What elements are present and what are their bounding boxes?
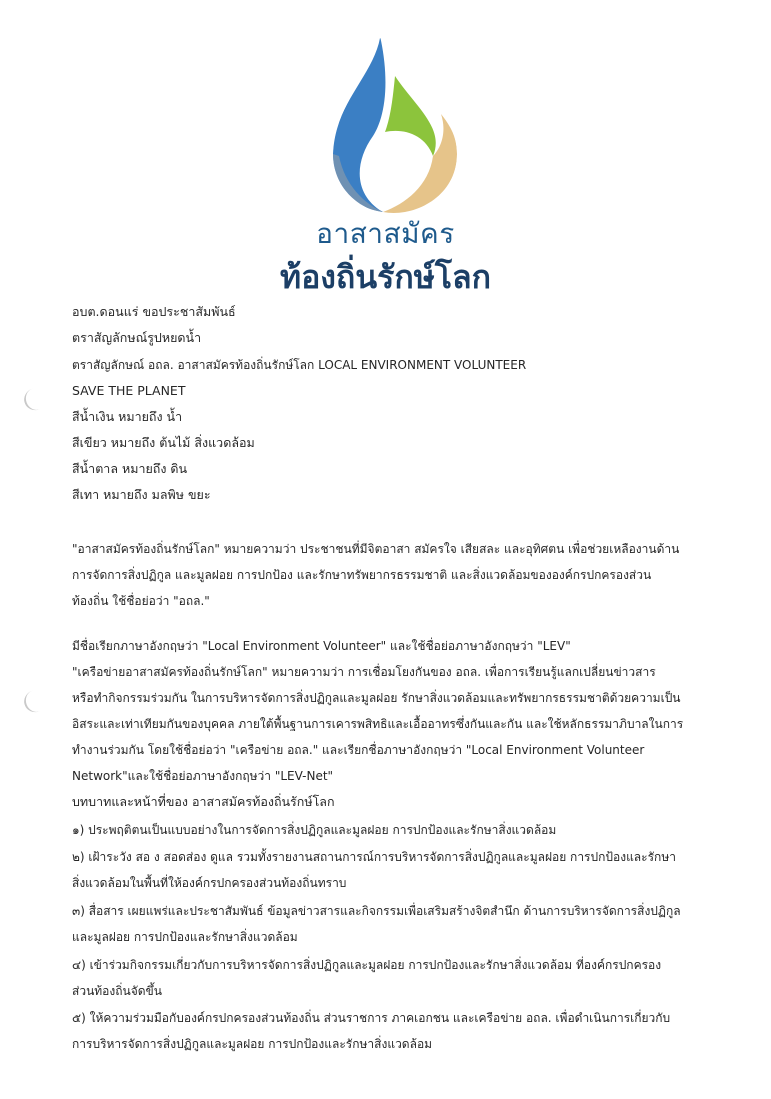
duty-item-continued: ส่วนท้องถิ่นจัดขึ้น [72,984,162,998]
intro-line: อบต.ดอนแร่ ขอประชาสัมพันธ์ [72,304,236,319]
definition-line: การจัดการสิ่งปฏิกูล และมูลฝอย การปกป้อง และรักษาทรัพยากรธรรมชาติ และสิ่งแวดล้อมขององค์กรปกครองส่วน [72,568,652,582]
punch-hole-mark [21,687,51,716]
network-line: มีชื่อเรียกภาษาอังกฤษว่า "Local Environment Volunteer" และใช้ชื่อย่อภาษาอังกฤษว่า "LEV" [72,639,571,653]
intro-line: สีเขียว หมายถึง ต้นไม้ สิ่งแวดล้อม [72,435,255,450]
roles-heading: บทบาทและหน้าที่ของ อาสาสมัครท้องถิ่นรักษ์โลก [72,794,335,809]
network-line: อิสระและเท่าเทียมกันของบุคคล ภายใต้พื้นฐานการเคารพสิทธิและเอื้ออาทรซึ่งกันและกัน และใช้หลักธรรมาภิบาลในการ [72,717,684,731]
intro-line: ตราสัญลักษณ์รูปหยดน้ำ [72,330,202,345]
definition-line: ท้องถิ่น ใช้ชื่อย่อว่า "อถล." [72,594,210,608]
intro-line: สีน้ำตาล หมายถึง ดิน [72,461,188,476]
intro-line: สีเทา หมายถึง มลพิษ ขยะ [72,487,211,502]
duty-item: ๕) ให้ความร่วมมือกับองค์กรปกครองส่วนท้องถิ่น ส่วนราชการ ภาคเอกชน และเครือข่าย อถล. เพื่อดำเนินการเกี่ยวกับ [72,1011,671,1025]
intro-line: ตราสัญลักษณ์ อถล. อาสาสมัครท้องถิ่นรักษ์โลก LOCAL ENVIRONMENT VOLUNTEER [72,358,527,372]
logo-title-line1: อาสาสมัคร [316,217,455,250]
network-line: "เครือข่ายอาสาสมัครท้องถิ่นรักษ์โลก" หมายความว่า การเชื่อมโยงกันของ อถล. เพื่อการเรียนรู้แลกเปลี่ยนข่าวสาร [72,665,656,679]
duty-item: ๒) เฝ้าระวัง สอ ง สอดส่อง ดูแล รวมทั้งรายงานสถานการณ์การบริหารจัดการสิ่งปฏิกูลและมูลฝอย การปกป้องและรักษา [72,850,676,864]
intro-line: สีน้ำเงิน หมายถึง น้ำ [72,409,183,424]
punch-hole-mark [21,385,51,414]
water-drop-logo-icon [325,36,465,216]
definition-line: "อาสาสมัครท้องถิ่นรักษ์โลก" หมายความว่า ประชาชนที่มีจิตอาสา สมัครใจ เสียสละ และอุทิศตน เพื่อช่วยเหลืองานด้าน [72,542,680,556]
network-line: ทำงานร่วมกัน โดยใช้ชื่อย่อว่า "เครือข่าย อถล." และเรียกชื่อภาษาอังกฤษว่า "Local Environment Volunteer [72,743,645,757]
network-line: Network"และใช้ชื่อย่อภาษาอังกฤษว่า "LEV-Net" [72,769,334,783]
logo-title-line2: ท้องถิ่นรักษ์โลก [279,258,491,296]
network-line: หรือทำกิจกรรมร่วมกัน ในการบริหารจัดการสิ่งปฏิกูลและมูลฝอย รักษาสิ่งแวดล้อมและทรัพยากรธรรมชาติด้วยความเป็น [72,691,681,705]
intro-line: SAVE THE PLANET [72,383,186,398]
duty-item-continued: การบริหารจัดการสิ่งปฏิกูลและมูลฝอย การปกป้องและรักษาสิ่งแวดล้อม [72,1037,433,1051]
duty-item: ๑) ประพฤติตนเป็นแบบอย่างในการจัดการสิ่งปฏิกูลและมูลฝอย การปกป้องและรักษาสิ่งแวดล้อม [72,823,557,837]
duty-item-continued: สิ่งแวดล้อมในพื้นที่ให้องค์กรปกครองส่วนท้องถิ่นทราบ [72,876,347,890]
duty-item: ๔) เข้าร่วมกิจกรรมเกี่ยวกับการบริหารจัดการสิ่งปฏิกูลและมูลฝอย การปกป้องและรักษาสิ่งแวดล้อม ที่องค์กรปกครอง [72,958,662,972]
duty-item-continued: และมูลฝอย การปกป้องและรักษาสิ่งแวดล้อม [72,930,298,944]
duty-item: ๓) สื่อสาร เผยแพร่และประชาสัมพันธ์ ข้อมูลข่าวสารและกิจกรรมเพื่อเสริมสร้างจิตสำนึก ด้านการบริหารจัดการสิ่งปฏิกูล [72,904,681,918]
